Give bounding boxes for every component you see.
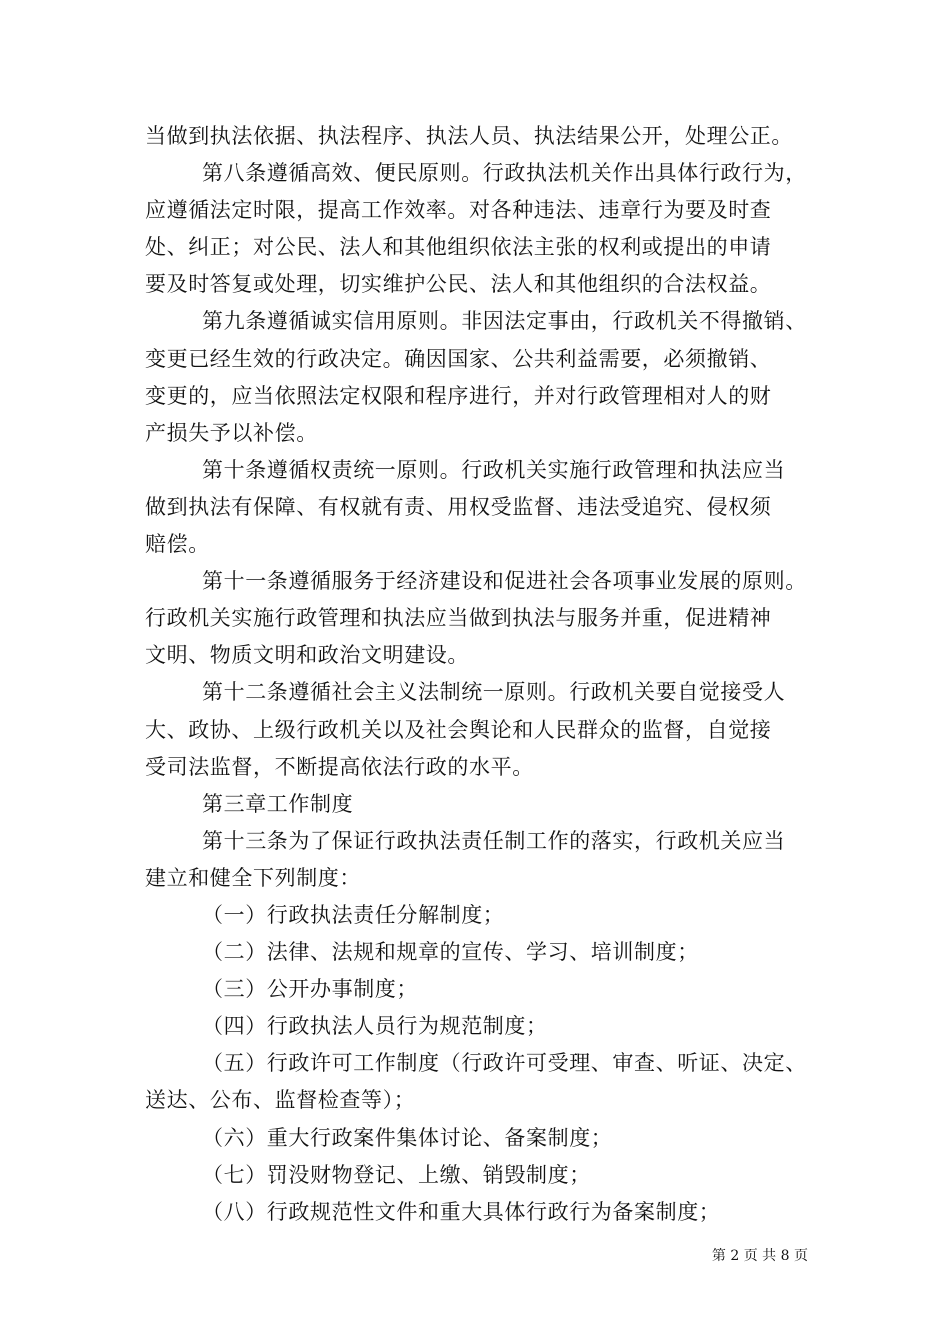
document-body <box>145 118 810 1231</box>
text-line: 产损失予以补偿。 <box>145 420 318 445</box>
chapter-heading: 第三章工作制度 <box>202 791 354 816</box>
list-item: （八）行政规范性文件和重大具体行政行为备案制度； <box>202 1199 721 1224</box>
text-line: 变更的，应当依照法定权限和程序进行，并对行政管理相对人的财 <box>145 383 772 408</box>
list-item: （四）行政执法人员行为规范制度； <box>202 1014 548 1039</box>
text-line: 要及时答复或处理，切实维护公民、法人和其他组织的合法权益。 <box>145 272 772 297</box>
article-9-line: 第九条遵循诚实信用原则。非因法定事由，行政机关不得撤销、 <box>202 309 807 334</box>
article-10-line: 第十条遵循权责统一原则。行政机关实施行政管理和执法应当 <box>202 457 786 482</box>
list-item: （一）行政执法责任分解制度； <box>202 902 505 927</box>
text-line: 做到执法有保障、有权就有责、用权受监督、违法受追究、侵权须 <box>145 494 772 519</box>
list-item-continuation: 送达、公布、监督检查等）； <box>145 1088 416 1113</box>
list-item: （七）罚没财物登记、上缴、销毁制度； <box>202 1162 591 1187</box>
list-item: （二）法律、法规和规章的宣传、学习、培训制度； <box>202 940 699 965</box>
text-line: 建立和健全下列制度： <box>145 865 361 890</box>
list-item: （五）行政许可工作制度（行政许可受理、审查、听证、决定、 <box>202 1051 807 1076</box>
text-line: 受司法监督，不断提高依法行政的水平。 <box>145 754 534 779</box>
article-11-line: 第十一条遵循服务于经济建设和促进社会各项事业发展的原则。 <box>202 569 807 594</box>
list-item: （六）重大行政案件集体讨论、备案制度； <box>202 1125 613 1150</box>
article-13-line: 第十三条为了保证行政执法责任制工作的落实，行政机关应当 <box>202 828 786 853</box>
page-number-footer: 第 2 页 共 8 页 <box>711 1248 808 1264</box>
text-line: 应遵循法定时限，提高工作效率。对各种违法、违章行为要及时查 <box>145 198 772 223</box>
text-line: 当做到执法依据、执法程序、执法人员、执法结果公开，处理公正。 <box>145 124 793 148</box>
text-line: 处、纠正；对公民、法人和其他组织依法主张的权利或提出的申请 <box>145 235 772 260</box>
article-8-line: 第八条遵循高效、便民原则。行政执法机关作出具体行政行为， <box>202 161 807 186</box>
text-line: 文明、物质文明和政治文明建设。 <box>145 643 469 668</box>
text-line: 大、政协、上级行政机关以及社会舆论和人民群众的监督，自觉接 <box>145 717 772 742</box>
text-line: 行政机关实施行政管理和执法应当做到执法与服务并重，促进精神 <box>145 606 772 631</box>
text-line: 赔偿。 <box>145 532 210 557</box>
text-line: 变更已经生效的行政决定。确因国家、公共利益需要，必须撤销、 <box>145 346 772 371</box>
article-12-line: 第十二条遵循社会主义法制统一原则。行政机关要自觉接受人 <box>202 680 786 705</box>
list-item: （三）公开办事制度； <box>202 977 418 1002</box>
